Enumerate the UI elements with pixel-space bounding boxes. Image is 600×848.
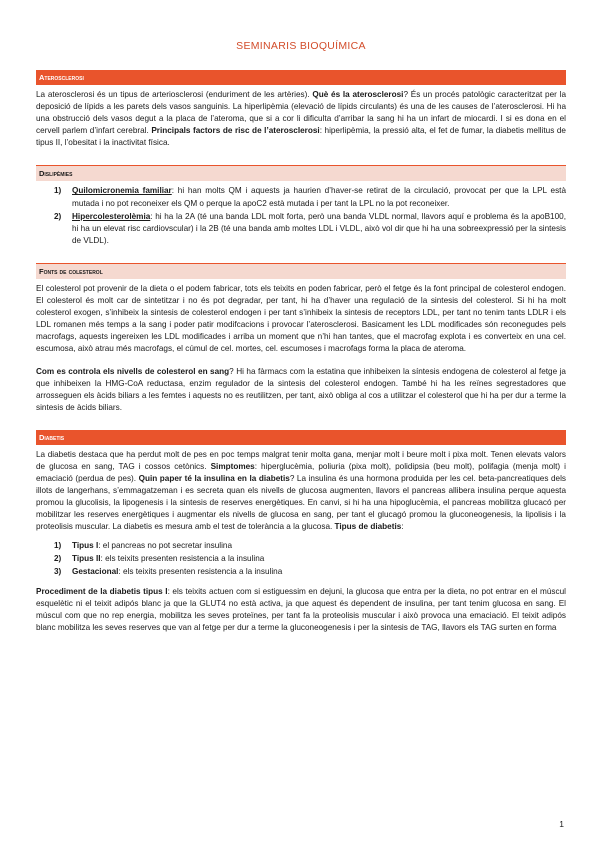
paragraph-aterosclerosi: La aterosclerosi és un tipus de arteriosclerosi (enduriment de les artèries). Què és la aterosclerosi? És un procés patològic caracteritzat per la deposició de lípids a les parets dels vasos sanguinis. La hiperlipèmia (elevació de lípids circulants) és una de les causes de l’aterosclerosi. Hi ha una obstrucció dels vasos degut a la placa de l’ateroma, que si a cor li dificulta d’arribar la sang hi ha un infart de miocardi. I si es dona en el cervell parlem d’infart cerebral. Principals factors de risc de l’aterosclerosi: hiperlipèmia, la pressió alta, el fet de fumar, la diabetis mellitus de tipus II, l’obesitat i la inactivitat física. <box>36 90 566 148</box>
section-heading-aterosclerosi: Aterosclerosi <box>36 70 566 85</box>
page-title: SEMINARIS BIOQUÍMICA <box>236 40 366 52</box>
section-heading-fonts-colesterol: Fonts de colesterol <box>36 263 566 279</box>
paragraph-diabetis: La diabetis destaca que ha perdut molt de pes en poc temps malgrat tenir molta gana, menjar molt i beure molt i pixa molt. Tenen elevats valors de glucosa en sang, TAG i cossos cetònics. Simptomes: hiperglucèmia, poliuria (pixa molt), polidipsia (beu molt), polifagia (menja molt) i emaciació (perdua de pes). Quin paper té la insulina en la diabetis? La insulina és una hormona produida per les cel. beta-pancreatiques dels illots de langerhans, s’emmagatzeman i es secreta quan els nivells de glucosa augmenten, llavors el pancreas allibera insulina perque aquesta promou la glucolisis, la lipogenesis i la sintesis de reserves energètiques. En canvi, si hi ha una hipoglucèmia, el pancreas mobilitza glucacó per mobilitzar les reserves energètiques i augmentar els nivells de glucosa en sang, per tant el glucagó promou la gluconeogenesis, la lipolisis i la proteolisis muscular. La diabetis es mesura amb el test de tolerància a la glucosa. Tipus de diabetis: <box>36 449 566 532</box>
paragraph-procediment-tipus-i: Procediment de la diabetis tipus I: els teixits actuen com si estiguessim en dejuni, la glucosa que entra per la dieta, no pot entrar en el múscul esquelètic ni el teixit adipós blanc ja que la GLUT4 no està activa, ja que aquest és dependent de insulina, per tant tenim glucosa en sang. El múscul com que no rep energia, mobilitza les seves proteïnes, per tant fa la proteolisis muscular i això provoca una emaciació. El teixit adipós blanc mobilitza les seves reserves que van al fetge per dur a terme la gluconeogenesis i per la sintesis de TAG, llavors els TAG surten en forma <box>36 586 566 633</box>
list-item: 2) Hipercolesterolèmia: hi ha la 2A (té una banda LDL molt forta, però una banda VLDL normal, llavors aquí e problema és la apoB100, hi ha un elevat risc cardiovscular) i la 2B (té una banda amb moltes LDL i VLDL, això vol dir que hi ha una sobreexpressió per la sintesis de VLDL). <box>54 211 566 245</box>
document-page <box>36 0 566 634</box>
list-item: 2) Tipus II: els teixits presenten resistencia a la insulina <box>54 553 265 563</box>
list-item: 3) Gestacional: els teixits presenten resistencia a la insulina <box>54 566 283 576</box>
diabetis-types-list <box>36 540 566 578</box>
list-item: 1) Quilomicronemia familiar: hi han molts QM i aquests ja haurien d’haver-se retirat de la circulació, provocat per que la LPL està mutada i no pot reconeixer els QM o perque la apoC2 està mutada i per tant la LPL no la pot reconeixer. <box>54 186 566 208</box>
paragraph-control-colesterol: Com es controla els nivells de colesterol en sang? Hi ha fàrmacs com la estatina que inhibeixen la síntesis endogena de colesterol al fetge ja que inhibeixen la HMG-CoA reductasa, enzim regulador de la sintesis del colesterol endogen. També hi ha les reïnes segrestadores que arrosseguen els àcids biliars a les femtes i aquests no es reutilitzen, per tant, això obliga al cos a utilitzar el colesterol que hi ha per dur a terme la sintesis de àcids biliars. <box>36 366 566 412</box>
dislipemies-list <box>36 185 566 246</box>
page-number: 1 <box>559 819 564 829</box>
section-heading-diabetis: Diabetis <box>36 430 566 445</box>
list-item: 1) Tipus I: el pancreas no pot secretar insulina <box>54 540 233 550</box>
section-heading-dislipemies: Dislipèmies <box>36 165 566 181</box>
paragraph-fonts-colesterol: El colesterol pot provenir de la dieta o el podem fabricar, tots els teixits en poden fabricar, però el fetge és la font principal de colesterol endogen. El colesterol és molt car de sintetitzar i no és pot degradar, per tant, hi ha d’haver una regulació de la sintesis del colesterol. Si hi ha molt colesterol exogen, s’inhibeix la sintesis de colesterol endogen i per tant s’inhibeix la sintesis de receptors LDL, per tant no tenim tants LDLR i els LDL romanen més temps a la sang i poder patir modifcacions i provocar l’aterosclerosi. Basicament les LDL modificades són reconegudes pels macrofags, aquests ingereixen les LDL modificades i arriba un moment que n’hi han tantes, que el macrofag explota i es converteix en una cel. escumosa, això atrau més macrofags, el cúmul de cel. mortes, cel. escumoses i macrofags forma la placa de ateroma. <box>36 283 566 354</box>
